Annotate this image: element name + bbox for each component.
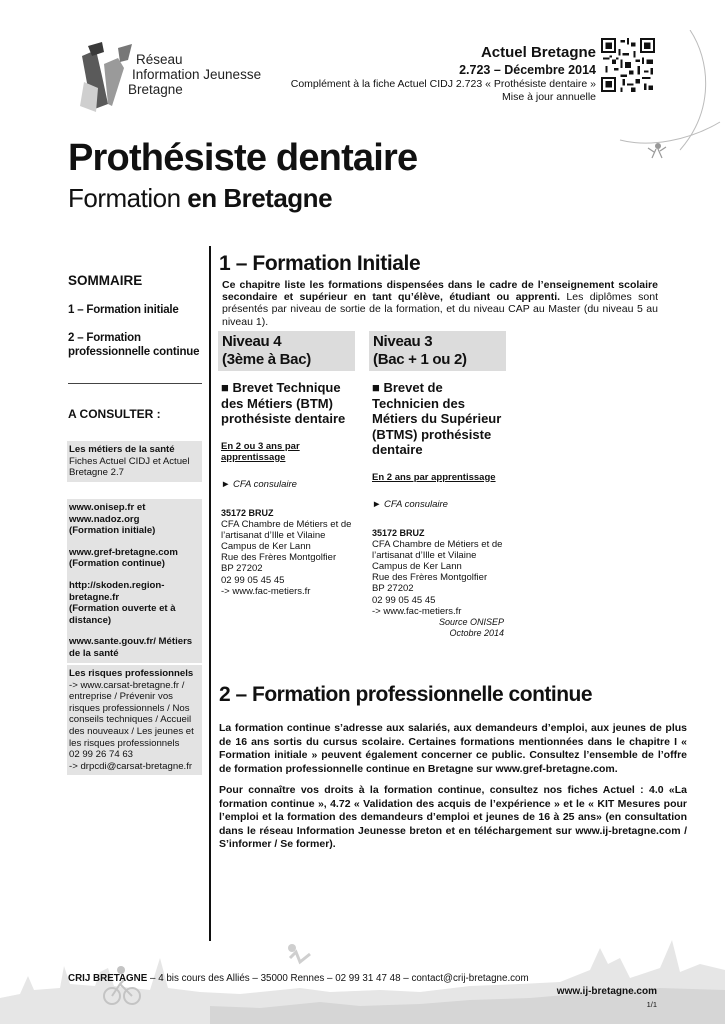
level-3-label: Niveau 3 (373, 333, 433, 350)
diploma-btms: ■ Brevet de Technicien des Métiers du Supérieur (BTMS) prothésiste dentaire (372, 380, 502, 457)
consult-box-risques (67, 665, 202, 775)
source-note (420, 617, 504, 638)
consult-box-metiers-text: Fiches Actuel CIDJ et Actuel Bretagne 2.7 (69, 455, 190, 479)
level-4-range: (3ème à Bac) (222, 351, 311, 368)
address-btm-4: BP 27202 (221, 563, 263, 575)
column-divider (209, 246, 211, 941)
risques-email[interactable]: -> drpcdi@carsat-bretagne.fr (69, 760, 193, 772)
level-3-range: (Bac + 1 ou 2) (373, 351, 467, 368)
source-line-2: Octobre 2014 (449, 627, 504, 638)
logo-line-3: Bretagne (128, 82, 183, 97)
logo-line-2: Information Jeunesse (132, 67, 262, 82)
link-note-continue: (Formation continue) (69, 558, 165, 570)
section-1-intro-rest: Les diplômes sont présentés par niveau de sortie de la formation, et du niveau CAP au Master (du niveau 5 au niveau 1). (222, 291, 658, 328)
risques-title: Les risques professionnels (69, 668, 194, 679)
footer-address (68, 973, 529, 984)
rij-logo (78, 42, 288, 114)
city-btms: 35172 BRUZ (372, 527, 425, 538)
section-1-title: 1 – Formation Initiale (219, 252, 421, 275)
address-btm-1: CFA Chambre de Métiers et de l’artisanat d’Ille et Vilaine (221, 518, 352, 541)
address-btm-2: Campus de Ker Lann (221, 540, 311, 552)
address-btm-3: Rue des Frères Montgolfier (221, 552, 337, 564)
summary-item-1[interactable]: 1 – Formation initiale (68, 304, 179, 316)
section-1-intro (222, 279, 658, 328)
link-nadoz[interactable]: www.nadoz.org (69, 513, 140, 525)
subtitle-prefix: Formation (68, 183, 188, 213)
link-skoden[interactable]: http://skoden.region-bretagne.fr (69, 579, 165, 603)
cfa-btms: ► CFA consulaire (372, 498, 448, 510)
link-note-distance: (Formation ouverte et à distance) (69, 603, 176, 626)
risques-text: -> www.carsat-bretagne.fr / entreprise / Prévenir vos risques professionnels / Nos conseils techniques / Accueil des nouveaux / Les jeunes et les risques professionnels (69, 679, 194, 749)
address-btms-1: CFA Chambre de Métiers et de l’artisanat d’Ille et Vilaine (372, 538, 503, 561)
cfa-btm: ► CFA consulaire (221, 478, 297, 490)
header-title: Actuel Bretagne (480, 44, 596, 61)
link-onisep[interactable]: www.onisep.fr et (69, 502, 146, 513)
summary-title: SOMMAIRE (68, 273, 143, 288)
rij-logo-mark (78, 42, 138, 114)
header-update: Mise à jour annuelle (502, 91, 596, 103)
link-btm[interactable]: -> www.fac-metiers.fr (221, 585, 311, 597)
duration-btm: En 2 ou 3 ans par apprentissage (221, 440, 300, 463)
section-2-paragraph-1: La formation continue s’adresse aux salariés, aux demandeurs d’emploi, aux jeunes de plus de 16 ans sortis du cursus scolaire. Certaines formations mentionnées dans le chapitre I « Formation initiale » peuvent également concerner ce public. Consultez l’ensemble de l’offre de formation professionnelle continue en Bretagne sur www.gref-bretagne.com. (219, 722, 687, 775)
link-note-initiale: (Formation initiale) (69, 525, 156, 537)
page-number: 1/1 (646, 1000, 657, 1009)
subtitle-bold: en Bretagne (187, 183, 333, 213)
risques-phone: 02 99 26 74 63 (69, 749, 134, 761)
phone-btms: 02 99 05 45 45 (372, 594, 436, 606)
consult-box-metiers-title: Les métiers de la santé (69, 444, 175, 455)
header-complement: Complément à la fiche Actuel CIDJ 2.723 « Prothésiste dentaire » (290, 78, 596, 90)
link-sante[interactable]: www.sante.gouv.fr/ Métiers de la santé (69, 636, 193, 659)
level-4-label: Niveau 4 (222, 333, 282, 350)
address-btms-4: BP 27202 (372, 583, 414, 595)
logo-line-1: Réseau (136, 52, 183, 67)
level-3-column (372, 380, 510, 617)
address-btms-2: Campus de Ker Lann (372, 560, 462, 572)
level-3-header (369, 331, 506, 371)
duration-btms: En 2 ans par apprentissage (372, 471, 496, 483)
section-2-title: 2 – Formation professionnelle continue (219, 683, 593, 706)
source-line-1: Source ONISEP (438, 617, 504, 627)
consult-box-links (67, 499, 202, 663)
header-issue: 2.723 – Décembre 2014 (459, 63, 596, 77)
footer-website-link[interactable]: www.ij-bretagne.com (556, 986, 657, 997)
logo-wordmark (128, 52, 262, 97)
city-btm: 35172 BRUZ (221, 507, 274, 518)
summary-item-2[interactable]: 2 – Formation professionnelle continue (68, 332, 200, 358)
footer-org: CRIJ BRETAGNE (68, 973, 148, 984)
address-btms-3: Rue des Frères Montgolfier (372, 572, 488, 584)
consult-title: A CONSULTER : (68, 407, 161, 421)
footer-address-text: – 4 bis cours des Alliés – 35000 Rennes – 02 99 31 47 48 – contact@crij-bretagne.com (147, 973, 529, 984)
level-4-header (218, 331, 355, 371)
link-btms[interactable]: -> www.fac-metiers.fr (372, 605, 462, 617)
section-1-intro-bold: Ce chapitre liste les formations dispensées dans le cadre de l’enseignement scolaire secondaire et supérieur en tant qu’élève, étudiant ou apprenti. (222, 279, 658, 304)
consult-box-metiers (67, 441, 202, 482)
page-title: Prothésiste dentaire (68, 137, 418, 179)
level-4-column (221, 380, 361, 597)
sidebar-divider (68, 383, 202, 384)
qr-code[interactable] (601, 38, 655, 92)
link-gref[interactable]: www.gref-bretagne.com (69, 546, 178, 558)
phone-btm: 02 99 05 45 45 (221, 574, 285, 586)
section-2-paragraph-2: Pour connaître vos droits à la formation continue, consultez nos fiches Actuel : 4.0 «La formation continue », 4.72 « Validation des acquis de l’expérience » et le « KIT Mesures pour l’emploi et la formation des demandeurs d’emploi et jeunes de 16 à 25 ans» (en consultation dans le réseau Information Jeunesse breton et en téléchargement sur www.ij-bretagne.com / S’informer / Se former). (219, 784, 687, 850)
page-subtitle (68, 182, 332, 214)
header-block (291, 44, 596, 104)
diploma-btm: ■ Brevet Technique des Métiers (BTM) prothésiste dentaire (221, 380, 346, 426)
